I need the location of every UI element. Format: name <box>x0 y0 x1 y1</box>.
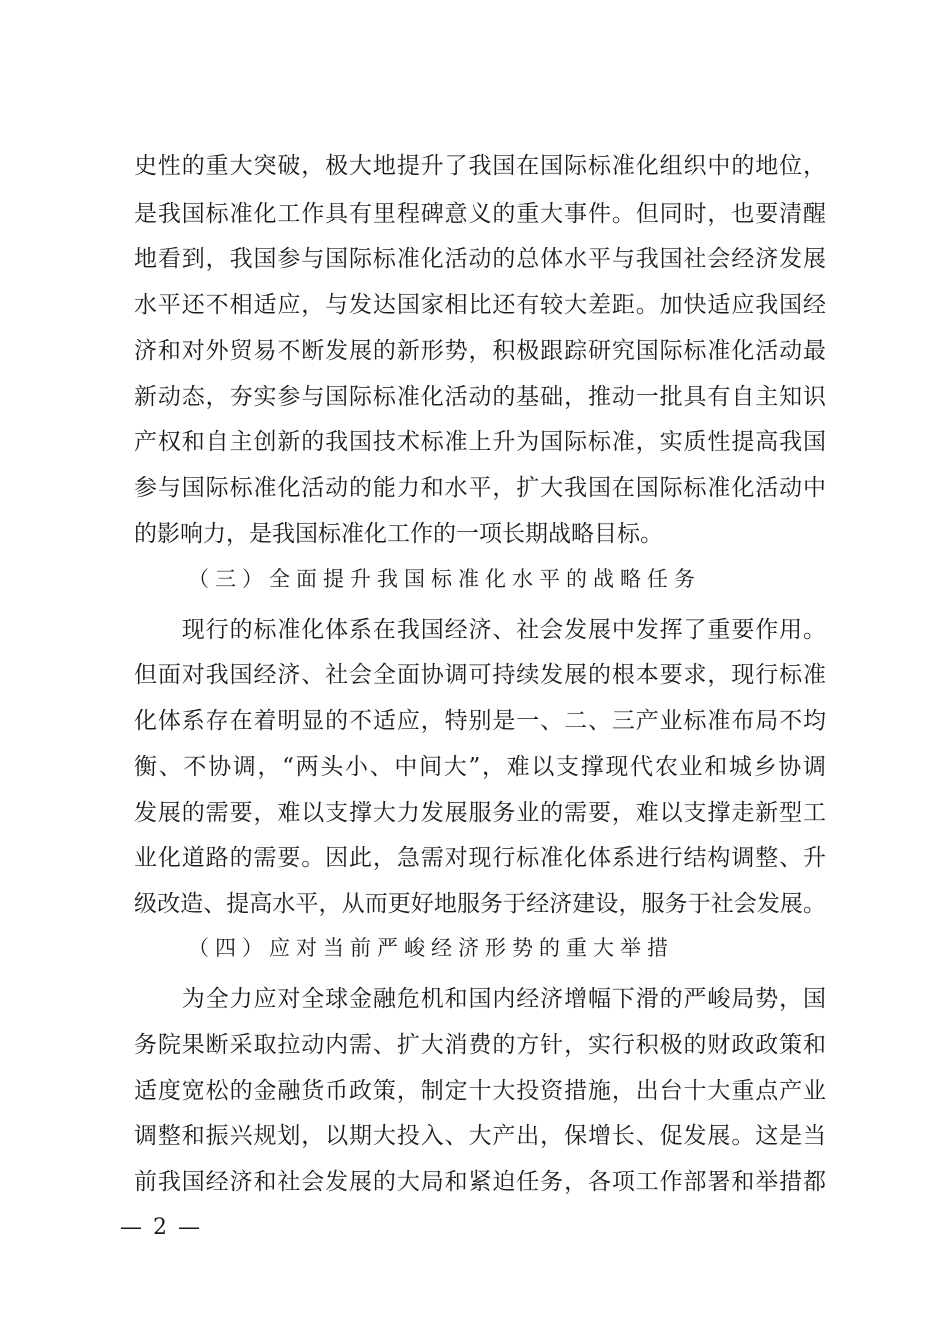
text-line: 前我国经济和社会发展的大局和紧迫任务，各项工作部署和举措都 <box>134 1169 826 1195</box>
text-line: 但面对我国经济、社会全面协调可持续发展的根本要求，现行标准 <box>134 662 826 688</box>
text-line: 是我国标准化工作具有里程碑意义的重大事件。但同时，也要清醒 <box>134 201 826 227</box>
text-line: 化体系存在着明显的不适应，特别是一、二、三产业标准布局不均 <box>134 708 826 734</box>
text-line: 业化道路的需要。因此，急需对现行标准化体系进行结构调整、升 <box>134 845 826 871</box>
section-heading-4: （四）应对当前严峻经济形势的重大举措 <box>188 936 674 960</box>
text-line: 调整和振兴规划，以期大投入、大产出，保增长、促发展。这是当 <box>134 1123 826 1149</box>
text-line: 务院果断采取拉动内需、扩大消费的方针，实行积极的财政政策和 <box>134 1032 826 1058</box>
text-line: 新动态，夯实参与国际标准化活动的基础，推动一批具有自主知识 <box>134 384 826 410</box>
text-line: 的影响力，是我国标准化工作的一项长期战略目标。 <box>134 521 663 547</box>
page-number: — 2 — <box>120 1215 202 1240</box>
text-line: 参与国际标准化活动的能力和水平，扩大我国在国际标准化活动中 <box>134 475 826 501</box>
text-line: 产权和自主创新的我国技术标准上升为国际标准，实质性提高我国 <box>134 429 826 455</box>
text-line: 为全力应对全球金融危机和国内经济增幅下滑的严峻局势，国 <box>134 986 826 1012</box>
text-line: 衡、不协调，“两头小、中间大”，难以支撑现代农业和城乡协调 <box>134 754 826 780</box>
text-line: 水平还不相适应，与发达国家相比还有较大差距。加快适应我国经 <box>134 292 826 318</box>
text-line: 现行的标准化体系在我国经济、社会发展中发挥了重要作用。 <box>134 617 826 643</box>
text-line: 地看到，我国参与国际标准化活动的总体水平与我国社会经济发展 <box>134 246 826 272</box>
text-line: 级改造、提高水平，从而更好地服务于经济建设，服务于社会发展。 <box>134 891 826 917</box>
text-line: 史性的重大突破，极大地提升了我国在国际标准化组织中的地位， <box>134 153 826 179</box>
text-line: 发展的需要，难以支撑大力发展服务业的需要，难以支撑走新型工 <box>134 800 826 826</box>
text-line: 济和对外贸易不断发展的新形势，积极跟踪研究国际标准化活动最 <box>134 338 826 364</box>
text-line: 适度宽松的金融货币政策，制定十大投资措施，出台十大重点产业 <box>134 1078 826 1104</box>
section-heading-3: （三）全面提升我国标准化水平的战略任务 <box>188 567 701 591</box>
